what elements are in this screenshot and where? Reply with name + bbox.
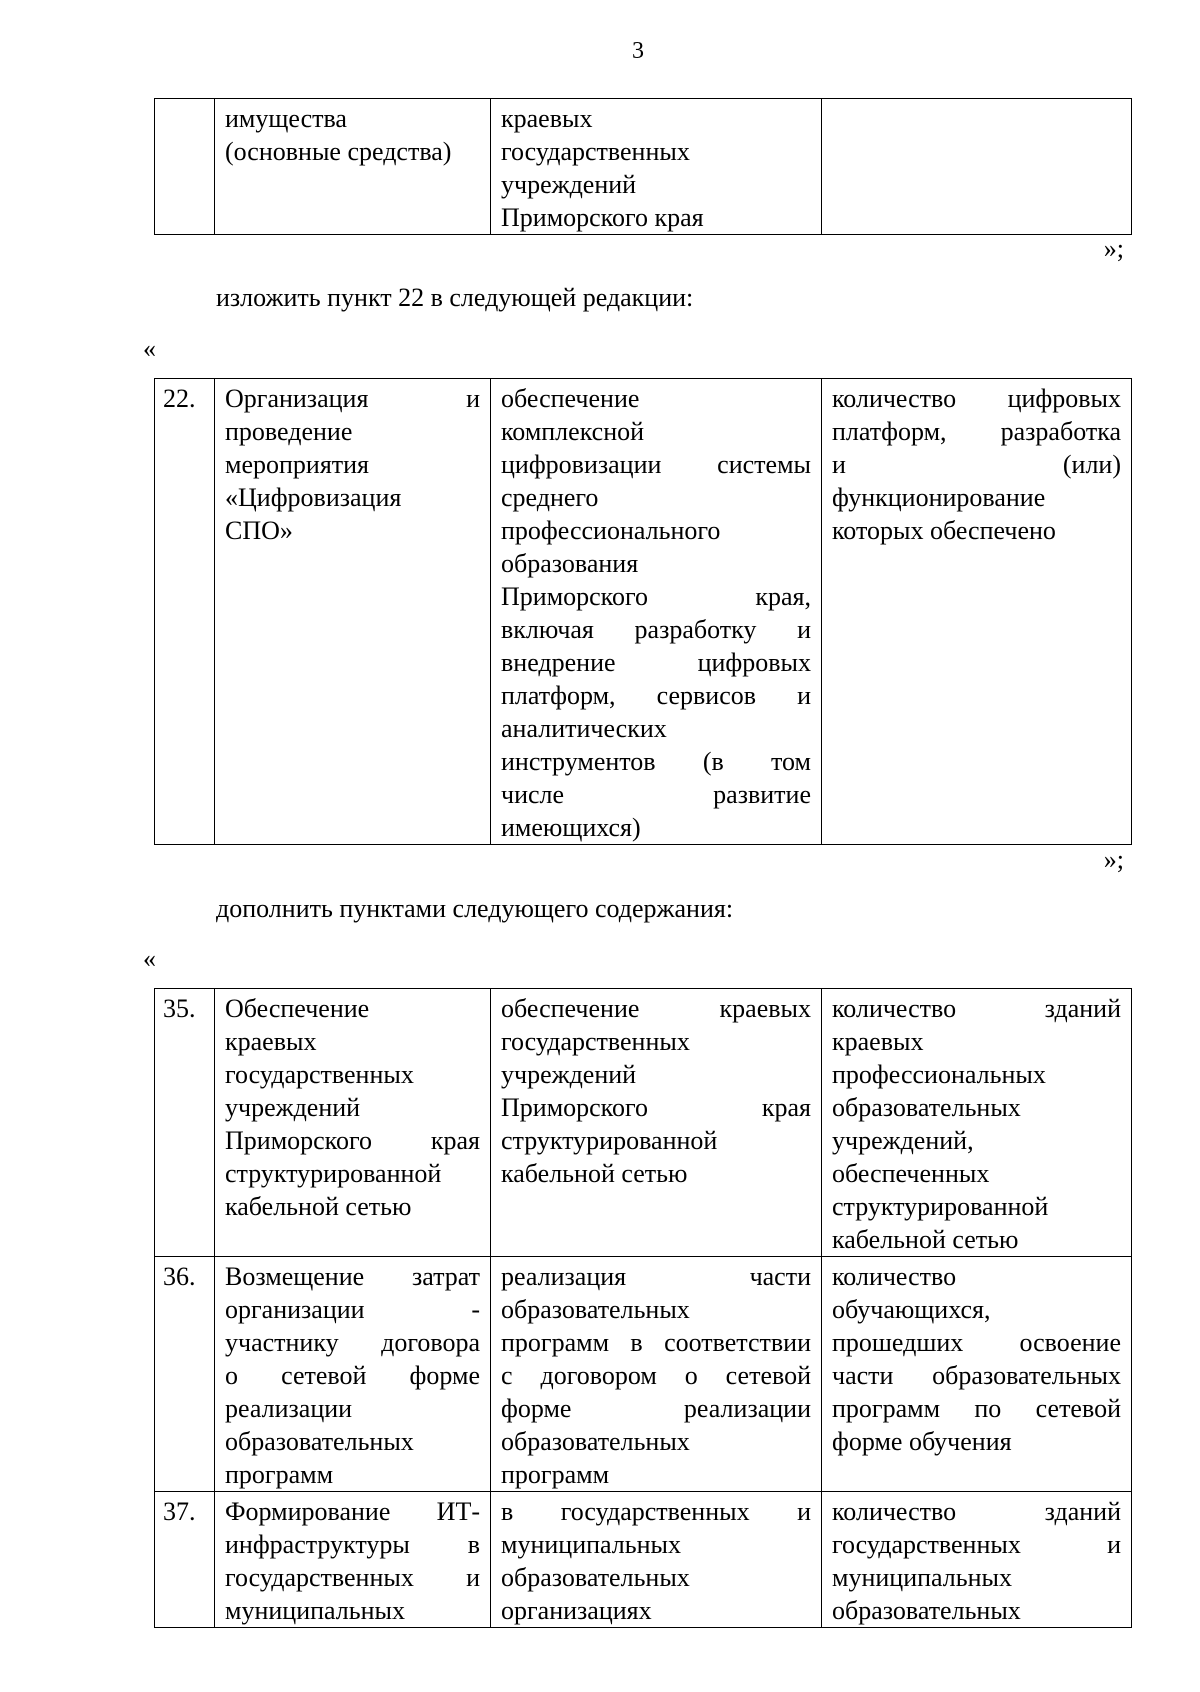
cell-line: внедрение цифровых — [501, 648, 811, 677]
table-continuation — [154, 98, 1132, 235]
cell-description — [491, 379, 822, 845]
cell-line: форме реализации — [501, 1394, 811, 1423]
cell-line: прошедших освоение — [832, 1328, 1121, 1357]
closing-quote: »; — [1103, 234, 1124, 263]
cell-line: образовательных — [501, 1563, 690, 1592]
cell-line: части образовательных — [832, 1361, 1121, 1390]
cell-name — [215, 379, 491, 845]
cell-line: программ в соответствии — [501, 1328, 811, 1357]
cell-line: государственных — [501, 1027, 690, 1056]
cell-indicator — [822, 1257, 1132, 1492]
cell-line: о сетевой форме — [225, 1361, 480, 1390]
cell-line: краевых — [225, 1027, 317, 1056]
cell-line: кабельной сетью — [225, 1192, 412, 1221]
cell-line: в государственных и — [501, 1497, 811, 1526]
closing-quote: »; — [1103, 845, 1124, 874]
cell-line: учреждений — [501, 170, 637, 199]
cell-line: профессиональных — [832, 1060, 1046, 1089]
cell-line: государственных — [225, 1060, 414, 1089]
cell-name — [215, 1492, 491, 1628]
cell-line: имеющихся) — [501, 813, 641, 842]
cell-line: структурированной — [225, 1159, 442, 1188]
cell-line: (основные средства) — [225, 137, 452, 166]
cell-line: Организация и — [225, 384, 480, 413]
table-row — [155, 1492, 1132, 1628]
cell-line: инфраструктуры в — [225, 1530, 480, 1559]
cell-line: учреждений — [501, 1060, 637, 1089]
cell-line: образования — [501, 549, 639, 578]
cell-line: форме обучения — [832, 1427, 1012, 1456]
cell-line: платформ, сервисов и — [501, 681, 811, 710]
row-number: 22. — [155, 379, 215, 845]
cell-line: Приморского края — [501, 1093, 811, 1122]
row-number: 36. — [155, 1257, 215, 1492]
cell-line: «Цифровизация — [225, 483, 402, 512]
cell-line: мероприятия — [225, 450, 370, 479]
cell-line: Приморского края — [501, 203, 704, 232]
cell-line: платформ, разработка — [832, 417, 1121, 446]
cell-line: СПО» — [225, 516, 293, 545]
opening-quote: « — [143, 944, 156, 973]
cell-line: и (или) — [832, 450, 1121, 479]
opening-quote: « — [143, 334, 156, 363]
cell-line: количество зданий — [832, 1497, 1121, 1526]
cell-line: реализации — [225, 1394, 353, 1423]
cell-line: муниципальных — [832, 1563, 1013, 1592]
cell-line: обеспечение — [501, 384, 640, 413]
cell-line: функционирование — [832, 483, 1046, 512]
cell-line: образовательных — [832, 1596, 1021, 1625]
table-row — [155, 379, 1132, 845]
cell-line: организации - — [225, 1295, 480, 1324]
table-new-items — [154, 988, 1132, 1628]
cell-line: с договором о сетевой — [501, 1361, 811, 1390]
cell-name — [215, 99, 491, 235]
cell-line: государственных — [501, 137, 690, 166]
cell-line: образовательных — [501, 1427, 690, 1456]
cell-line: программ по сетевой — [832, 1394, 1121, 1423]
cell-line: краевых — [501, 104, 593, 133]
row-number: 35. — [155, 989, 215, 1257]
cell-line: муниципальных — [225, 1596, 406, 1625]
cell-line: реализация части — [501, 1262, 811, 1291]
cell-line: среднего — [501, 483, 599, 512]
cell-description — [491, 99, 822, 235]
cell-line: программ — [225, 1460, 334, 1489]
cell-line: кабельной сетью — [832, 1225, 1019, 1254]
cell-line: программ — [501, 1460, 610, 1489]
cell-indicator — [822, 379, 1132, 845]
cell-name — [215, 989, 491, 1257]
cell-line: организациях — [501, 1596, 652, 1625]
cell-line: учреждений, — [832, 1126, 974, 1155]
cell-line: Приморского края, — [501, 582, 811, 611]
cell-description — [491, 989, 822, 1257]
cell-line: структурированной — [501, 1126, 718, 1155]
cell-description — [491, 1492, 822, 1628]
row-number — [155, 99, 215, 235]
cell-indicator — [822, 989, 1132, 1257]
cell-line: которых обеспечено — [832, 516, 1056, 545]
cell-line: количество — [832, 1262, 957, 1291]
cell-line: муниципальных — [501, 1530, 682, 1559]
cell-line: обеспечение краевых — [501, 994, 811, 1023]
cell-line: краевых — [832, 1027, 924, 1056]
cell-line: проведение — [225, 417, 353, 446]
cell-indicator — [822, 1492, 1132, 1628]
cell-line: комплексной — [501, 417, 645, 446]
cell-line: структурированной — [832, 1192, 1049, 1221]
table-item-22 — [154, 378, 1132, 845]
cell-line: количество цифровых — [832, 384, 1121, 413]
cell-line: обеспеченных — [832, 1159, 990, 1188]
table-row — [155, 989, 1132, 1257]
cell-line: участнику договора — [225, 1328, 480, 1357]
cell-name — [215, 1257, 491, 1492]
cell-line: государственных и — [832, 1530, 1121, 1559]
table-row — [155, 99, 1132, 235]
instruction-paragraph: изложить пункт 22 в следующей редакции: — [216, 283, 694, 312]
cell-line: Формирование ИТ- — [225, 1497, 480, 1526]
cell-line: профессионального — [501, 516, 721, 545]
cell-line: образовательных — [225, 1427, 414, 1456]
cell-line: инструментов (в том — [501, 747, 811, 776]
cell-line: включая разработку и — [501, 615, 811, 644]
cell-line: обучающихся, — [832, 1295, 991, 1324]
instruction-paragraph: дополнить пунктами следующего содержания: — [216, 894, 734, 923]
row-number: 37. — [155, 1492, 215, 1628]
cell-line: образовательных — [501, 1295, 690, 1324]
cell-line: учреждений — [225, 1093, 361, 1122]
cell-line: числе развитие — [501, 780, 811, 809]
page-number: 3 — [632, 38, 644, 64]
cell-line: образовательных — [832, 1093, 1021, 1122]
cell-line: цифровизации системы — [501, 450, 811, 479]
cell-line: кабельной сетью — [501, 1159, 688, 1188]
cell-line: Возмещение затрат — [225, 1262, 480, 1291]
cell-line: Обеспечение — [225, 994, 370, 1023]
cell-line: государственных и — [225, 1563, 480, 1592]
cell-line: аналитических — [501, 714, 667, 743]
cell-indicator — [822, 99, 1132, 235]
cell-line: Приморского края — [225, 1126, 480, 1155]
cell-description — [491, 1257, 822, 1492]
cell-line: количество зданий — [832, 994, 1121, 1023]
table-row — [155, 1257, 1132, 1492]
cell-line: имущества — [225, 104, 347, 133]
